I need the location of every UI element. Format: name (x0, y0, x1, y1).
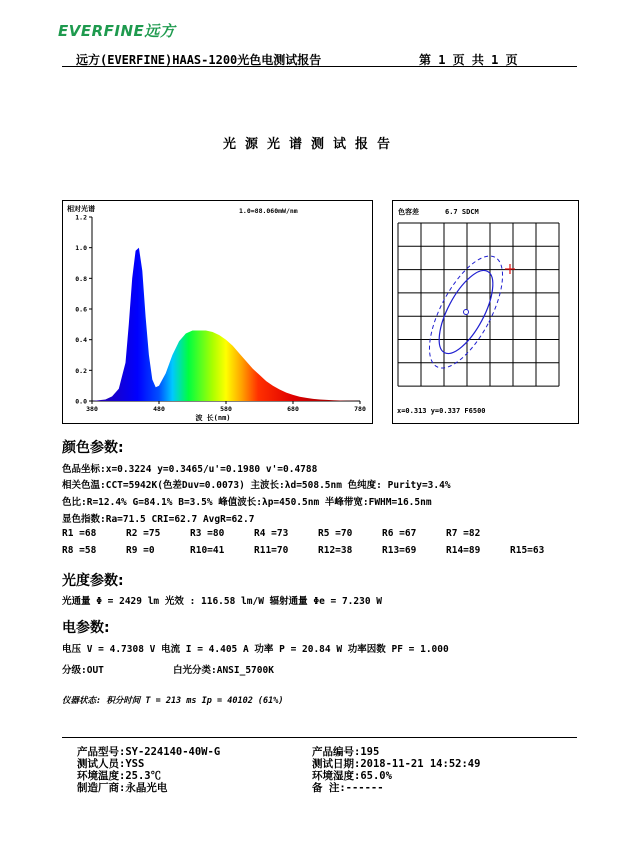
ambient-humidity: 环境湿度:65.0% (312, 770, 392, 782)
remarks: 备 注:------ (312, 782, 384, 794)
footer-rule (62, 737, 577, 738)
product-model: 产品型号:SY-224140-40W-G (77, 746, 221, 758)
header-rule (62, 66, 577, 67)
y-tick-label: 0.8 (75, 274, 87, 283)
spectrum-panel (62, 200, 373, 424)
x-tick-label: 780 (354, 405, 366, 413)
chromaticity-label: 色容差 (398, 208, 419, 216)
test-date: 测试日期:2018-11-21 14:52:49 (312, 758, 481, 770)
x-tick-label: 380 (86, 405, 98, 413)
r-value: R13=69 (382, 545, 417, 556)
r-value: R11=70 (254, 545, 289, 556)
photometric-heading: 光度参数: (62, 573, 124, 589)
x-tick-label: 580 (220, 405, 232, 413)
y-tick-label: 0.2 (75, 366, 87, 375)
r-value: R14=89 (446, 545, 481, 556)
spectrum-xlabel: 波 长(nm) (195, 414, 231, 422)
r-value: R12=38 (318, 545, 353, 556)
r-value: R1 =68 (62, 528, 97, 539)
r-value: R15=63 (510, 545, 545, 556)
report-title: 光源光谱测试报告 (222, 137, 399, 152)
everfine-logo: EVERFINE远方 (58, 22, 176, 40)
spectrum-peak-note: 1.0=88.060mW/nm (239, 207, 298, 215)
ambient-temperature: 环境温度:25.3℃ (77, 770, 162, 782)
spectrum-area (92, 248, 360, 401)
color-params-heading: 颜色参数: (62, 440, 124, 456)
color-rendering-index: 显色指数:Ra=71.5 CRI=62.7 AvgR=62.7 (62, 514, 255, 525)
chromaticity-coordinates: 色品坐标:x=0.3224 y=0.3465/u'=0.1980 v'=0.4788 (62, 464, 318, 475)
instrument-status: 仪器状态: 积分时间 T = 213 ms Ip = 40102 (61%) (62, 696, 284, 706)
y-tick-label: 0.6 (75, 305, 87, 314)
electrical-line: 电压 V = 4.7308 V 电流 I = 4.405 A 功率 P = 20.84 W 功率因数 PF = 1.000 (62, 644, 449, 655)
r-value: R5 =70 (318, 528, 353, 539)
r-value: R2 =75 (126, 528, 161, 539)
white-light-class: 白光分类:ANSI_5700K (173, 665, 274, 676)
r-value: R8 =58 (62, 545, 97, 556)
bin-class: 分级:OUT (62, 665, 104, 676)
chromaticity-coords: x=0.313 y=0.337 F6500 (397, 407, 486, 415)
r-value: R9 =0 (126, 545, 155, 556)
manufacturer: 制造厂商:永晶光电 (77, 782, 168, 794)
r-value: R7 =82 (446, 528, 481, 539)
chromaticity-value: 6.7 SDCM (445, 208, 479, 216)
page-info: 第 1 页 共 1 页 (419, 53, 518, 67)
tester: 测试人员:YSS (77, 758, 145, 770)
spectrum-chart (63, 201, 372, 423)
electrical-heading: 电参数: (62, 620, 110, 636)
y-tick-label: 1.2 (75, 213, 87, 222)
product-number: 产品编号:195 (312, 746, 380, 758)
r-value: R3 =80 (190, 528, 225, 539)
r-value: R10=41 (190, 545, 225, 556)
cct-line: 相关色温:CCT=5942K(色差Duv=0.0073) 主波长:λd=508.5nm 色纯度: Purity=3.4% (62, 480, 451, 491)
y-tick-label: 1.0 (75, 244, 87, 253)
r-value: R4 =73 (254, 528, 289, 539)
report-header-title: 远方(EVERFINE)HAAS-1200光色电测试报告 (76, 53, 322, 67)
luminous-flux-line: 光通量 Φ = 2429 lm 光效 : 116.58 lm/W 辐射通量 Φe = 7.230 W (62, 596, 382, 607)
y-tick-label: 0.4 (75, 336, 87, 345)
spectrum-ylabel: 相对光谱 (67, 205, 95, 213)
x-tick-label: 680 (287, 405, 299, 413)
y-tick-label: 0.0 (75, 397, 87, 406)
target-point (464, 310, 469, 315)
r-value: R6 =67 (382, 528, 417, 539)
color-ratio-line: 色比:R=12.4% G=84.1% B=3.5% 峰值波长:λp=450.5nm 半峰带宽:FWHM=16.5nm (62, 497, 432, 508)
chromaticity-diagram (393, 201, 578, 423)
x-tick-label: 480 (153, 405, 165, 413)
chromaticity-panel (392, 200, 579, 424)
